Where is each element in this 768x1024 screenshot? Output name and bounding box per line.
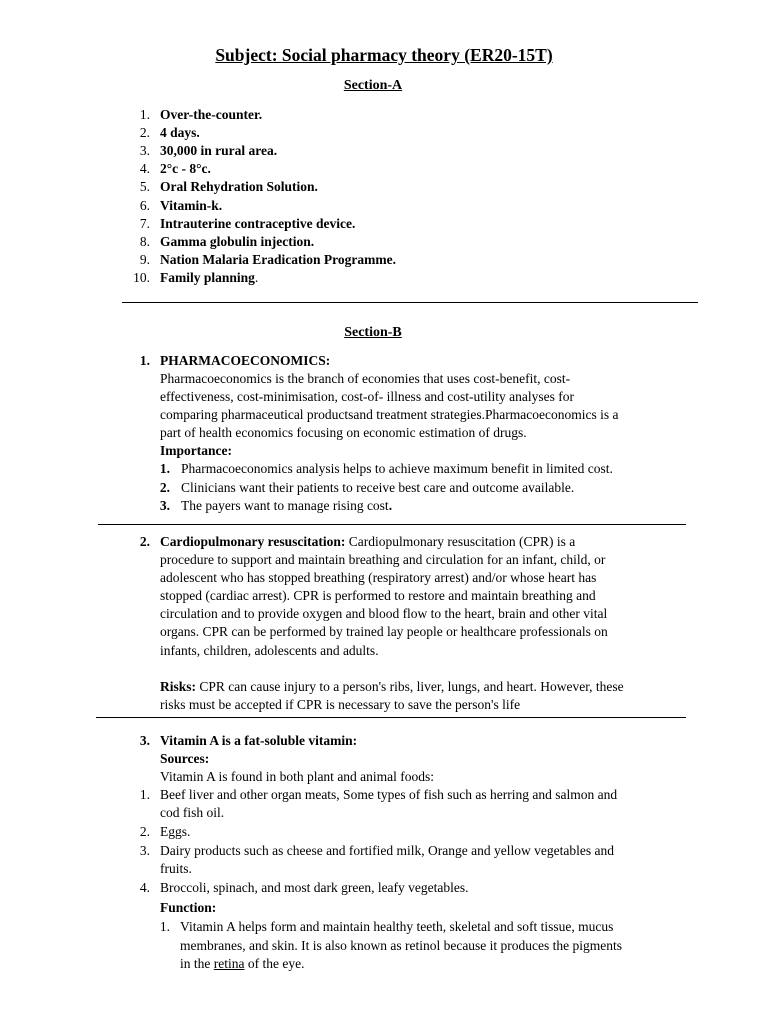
answer-text-wrap xyxy=(160,251,396,269)
answer-number: 3. xyxy=(139,143,150,159)
importance-text-wrap xyxy=(181,460,613,478)
question-text: Cardiopulmonary resuscitation (CPR) is a xyxy=(345,534,576,549)
answer-text-wrap xyxy=(160,233,314,251)
source-text-line: fruits. xyxy=(160,860,192,876)
question-number: 3. xyxy=(139,733,150,748)
document-title: Subject: Social pharmacy theory (ER20-15T) xyxy=(215,45,553,65)
paragraph-line: part of health economics focusing on economic estimation of drugs. xyxy=(160,425,527,440)
answer-number: 6. xyxy=(139,197,150,213)
answer-text-wrap xyxy=(160,197,222,215)
divider-line xyxy=(96,717,686,718)
paragraph-line: organs. CPR can be performed by trained lay people or healthcare professionals on xyxy=(160,624,608,640)
source-number: 2. xyxy=(139,824,150,839)
importance-text: The payers want to manage rising cost xyxy=(181,498,389,513)
paragraph-line: procedure to support and maintain breathing and circulation for an infant, child, or xyxy=(160,552,606,567)
function-label: Function: xyxy=(160,900,217,915)
answer-text: Gamma globulin injection. xyxy=(160,233,315,249)
importance-number: 2. xyxy=(159,479,170,495)
answer-text: Family planning xyxy=(160,269,255,285)
function-text-line: membranes, and skin. It is also known as retinol because it produces the pigments xyxy=(180,937,623,953)
source-number: 3. xyxy=(139,842,150,858)
retina-link[interactable]: retina xyxy=(213,956,245,971)
source-number: 4. xyxy=(139,879,150,895)
function-text-fragment: in the xyxy=(180,956,214,971)
answer-number: 8. xyxy=(139,233,150,249)
answer-text-wrap xyxy=(160,215,355,233)
importance-text-wrap xyxy=(181,479,574,497)
answer-text-wrap xyxy=(160,142,277,160)
importance-text-wrap xyxy=(181,497,392,515)
importance-suffix: . xyxy=(388,498,393,513)
risks-text: CPR can cause injury to a person's ribs, liver, lungs, and heart. However, these xyxy=(196,679,624,694)
source-text-line: Broccoli, spinach, and most dark green, leafy vegetables. xyxy=(160,879,469,895)
answer-number: 9. xyxy=(139,251,150,267)
paragraph-line: adolescent who has stopped breathing (respiratory arrest) and/or whose heart has xyxy=(160,570,597,586)
function-number: 1. xyxy=(159,919,170,934)
importance-label: Importance: xyxy=(160,443,232,458)
answer-text-wrap xyxy=(160,178,318,196)
source-text-line: Dairy products such as cheese and fortified milk, Orange and yellow vegetables and xyxy=(160,842,614,858)
importance-text: Pharmacoeconomics analysis helps to achieve maximum benefit in limited cost. xyxy=(181,461,613,476)
paragraph-line: Pharmacoeconomics is the branch of economies that uses cost-benefit, cost- xyxy=(160,371,571,386)
section-a-heading: Section-A xyxy=(343,78,403,93)
function-text-line: Vitamin A helps form and maintain healthy teeth, skeletal and soft tissue, mucus xyxy=(180,919,614,934)
answer-number: 4. xyxy=(139,161,150,177)
answer-text-wrap xyxy=(160,160,211,178)
answer-number: 2. xyxy=(139,125,150,141)
sources-intro: Vitamin A is found in both plant and animal foods: xyxy=(160,769,435,784)
question-title: Cardiopulmonary resuscitation: xyxy=(160,534,346,549)
answer-text-wrap xyxy=(160,269,258,287)
paragraph-line: stopped (cardiac arrest). CPR is performed to restore and maintain breathing and xyxy=(160,588,596,604)
answer-text: 4 days. xyxy=(160,125,200,141)
answer-number: 1. xyxy=(139,107,150,122)
paragraph-line: effectiveness, cost-minimisation, cost-of- illness and cost-utility analyses for xyxy=(160,389,575,404)
question-number: 2. xyxy=(139,534,150,549)
answer-text: 30,000 in rural area. xyxy=(160,143,278,159)
divider-line xyxy=(98,524,686,525)
question-number: 1. xyxy=(139,353,150,368)
section-b-heading: Section-B xyxy=(344,325,402,340)
answer-text: Vitamin-k. xyxy=(160,197,223,213)
importance-number: 1. xyxy=(159,461,170,476)
paragraph-line: circulation and to provide oxygen and blood flow to the heart, brain and other vital xyxy=(160,606,608,622)
paragraph-line: infants, children, adolescents and adults. xyxy=(160,642,379,658)
function-text-fragment: of the eye. xyxy=(244,956,305,971)
source-text-line: Beef liver and other organ meats, Some types of fish such as herring and salmon and xyxy=(160,787,618,802)
divider-line xyxy=(122,302,698,303)
sources-label: Sources: xyxy=(160,751,210,766)
paragraph-line: comparing pharmaceutical productsand treatment strategies.Pharmacoeconomics is a xyxy=(160,407,619,422)
answer-text: Oral Rehydration Solution. xyxy=(160,179,318,195)
source-number: 1. xyxy=(139,787,150,802)
question-title: PHARMACOECONOMICS: xyxy=(160,353,331,368)
risks-text-continued: risks must be accepted if CPR is necessary to save the person's life xyxy=(160,697,521,712)
importance-number: 3. xyxy=(159,498,170,513)
answer-text-wrap xyxy=(160,106,262,124)
risks-paragraph xyxy=(160,678,624,696)
answer-suffix: . xyxy=(254,269,259,285)
source-text-line: Eggs. xyxy=(160,824,191,839)
answer-text-wrap xyxy=(160,124,200,142)
source-text-line: cod fish oil. xyxy=(160,805,225,820)
answer-text: Nation Malaria Eradication Programme. xyxy=(160,251,396,267)
answer-text: Over-the-counter. xyxy=(160,107,263,122)
answer-number: 5. xyxy=(139,179,150,195)
answer-text: Intrauterine contraceptive device. xyxy=(160,215,356,231)
importance-text: Clinicians want their patients to receive best care and outcome available. xyxy=(181,479,575,495)
question-title: Vitamin A is a fat-soluble vitamin: xyxy=(160,733,358,748)
function-text-last-line xyxy=(180,955,304,973)
answer-text: 2°c - 8°c. xyxy=(160,161,211,177)
answer-number: 7. xyxy=(139,215,150,231)
risks-label: Risks: xyxy=(160,679,197,694)
answer-number: 10. xyxy=(133,269,150,285)
